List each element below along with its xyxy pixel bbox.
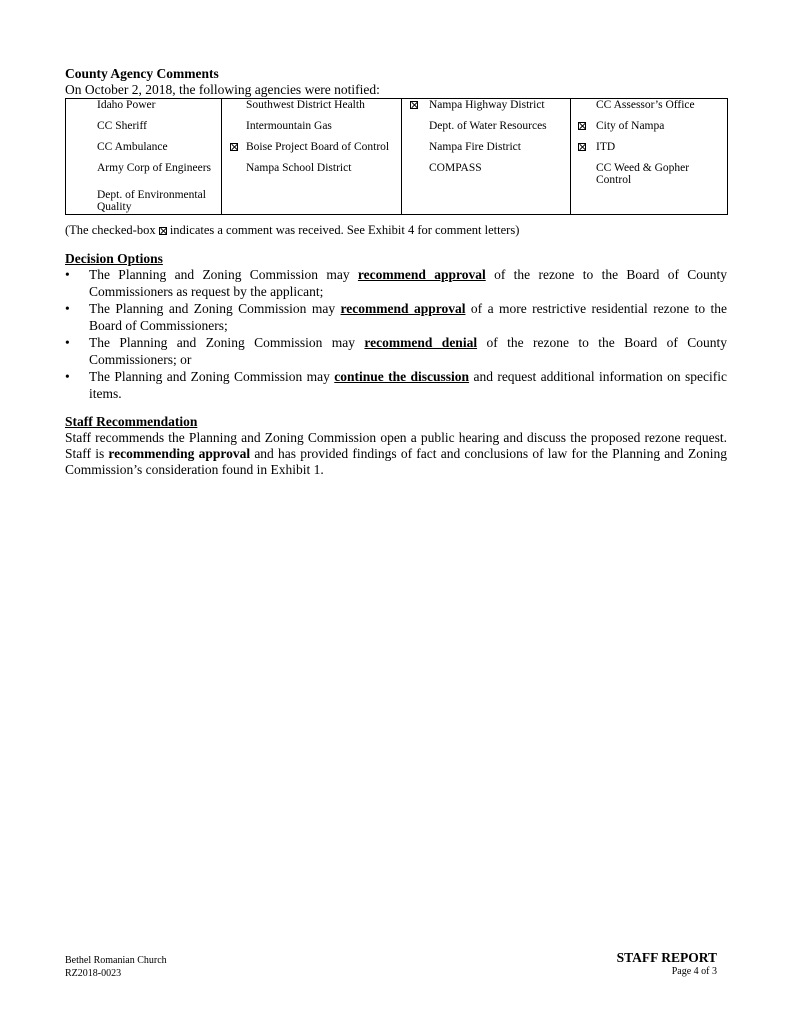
agency-cell bbox=[222, 99, 402, 120]
agency-name: City of Nampa bbox=[596, 119, 665, 132]
note-text-before: (The checked-box bbox=[65, 223, 156, 237]
agency-cell bbox=[66, 120, 222, 141]
agency-row bbox=[66, 141, 728, 162]
checked-box-note bbox=[65, 223, 519, 238]
agency-item bbox=[571, 120, 727, 133]
staff-recommendation-heading: Staff Recommendation bbox=[65, 414, 198, 429]
agency-item bbox=[571, 99, 727, 112]
agency-name: Army Corp of Engineers bbox=[97, 161, 212, 174]
agency-cell bbox=[571, 141, 728, 162]
agency-cell bbox=[66, 189, 222, 215]
agency-cell bbox=[402, 141, 571, 162]
footer-report-title: STAFF REPORT bbox=[616, 950, 717, 965]
agency-row bbox=[66, 120, 728, 141]
notified-intro: On October 2, 2018, the following agencies were notified: bbox=[65, 82, 380, 97]
agency-cell bbox=[222, 162, 402, 189]
decision-option: • The Planning and Zoning Commission may recommend denial of the rezone to the Board of County Commissioners; or bbox=[65, 335, 728, 367]
agency-name: CC Ambulance bbox=[97, 140, 168, 153]
agency-item bbox=[222, 120, 401, 133]
decision-option: • The Planning and Zoning Commission may recommend approval of the rezone to the Board of County Commissioners as request by the applicant; bbox=[65, 267, 728, 299]
agency-cell bbox=[571, 162, 728, 189]
county-agency-heading: County Agency Comments bbox=[65, 66, 219, 81]
footer-project-info bbox=[65, 954, 167, 980]
bullet-icon: • bbox=[65, 369, 70, 384]
agency-cell bbox=[66, 99, 222, 120]
agency-item bbox=[402, 120, 570, 133]
agency-cell bbox=[402, 99, 571, 120]
agency-row bbox=[66, 189, 728, 215]
agency-cell bbox=[402, 189, 571, 215]
agency-name: CC Assessor’s Office bbox=[596, 99, 695, 111]
agency-item bbox=[66, 120, 221, 133]
agency-item bbox=[222, 99, 401, 112]
footer-case-number: RZ2018-0023 bbox=[65, 968, 122, 979]
agency-cell bbox=[571, 99, 728, 120]
agency-name: Dept. of Environmental Quality bbox=[97, 188, 206, 213]
agency-item bbox=[222, 141, 401, 154]
decision-options-list bbox=[65, 267, 727, 403]
checked-box-icon bbox=[159, 227, 167, 235]
agency-cell bbox=[402, 120, 571, 141]
agency-name: Intermountain Gas bbox=[246, 119, 332, 132]
agency-name: ITD bbox=[596, 140, 616, 153]
agency-cell bbox=[571, 189, 728, 215]
agency-name: CC Weed & Gopher Control bbox=[596, 161, 690, 186]
agency-name: CC Sheriff bbox=[97, 119, 147, 132]
agency-cell bbox=[222, 120, 402, 141]
agency-name: Idaho Power bbox=[97, 99, 156, 111]
footer-project-name: Bethel Romanian Church bbox=[65, 955, 167, 966]
decision-option: • The Planning and Zoning Commission may continue the discussion and request additional information on specific items. bbox=[65, 369, 728, 401]
agency-name: Nampa Highway District bbox=[429, 99, 545, 111]
agency-row bbox=[66, 162, 728, 189]
agency-table bbox=[65, 98, 728, 215]
staff-recommendation-text: Staff recommends the Planning and Zoning Commission open a public hearing and discuss the proposed rezone request. Staff is recommending approval and has provided findings of fact and conclusions of law for the Planning and Zoning Commission’s consideration found in Exhibit 1. bbox=[65, 430, 727, 477]
agency-cell bbox=[66, 162, 222, 189]
agency-row bbox=[66, 99, 728, 120]
agency-item bbox=[402, 162, 570, 175]
checked-box-icon bbox=[578, 143, 586, 151]
agency-name: Nampa Fire District bbox=[429, 140, 521, 153]
footer-report-info bbox=[617, 950, 717, 978]
agency-name: COMPASS bbox=[429, 161, 482, 174]
agency-name: Boise Project Board of Control bbox=[246, 140, 390, 153]
agency-item bbox=[66, 162, 221, 175]
bullet-icon: • bbox=[65, 301, 70, 316]
agency-name: Southwest District Health bbox=[246, 99, 365, 111]
agency-name: Dept. of Water Resources bbox=[429, 119, 547, 132]
note-text-after: indicates a comment was received. See Exhibit 4 for comment letters) bbox=[169, 223, 520, 237]
agency-cell bbox=[222, 141, 402, 162]
agency-item bbox=[66, 189, 221, 214]
agency-item bbox=[402, 99, 570, 112]
agency-item bbox=[571, 162, 727, 187]
agency-cell bbox=[222, 189, 402, 215]
footer-page-number: Page 4 of 3 bbox=[671, 966, 717, 977]
agency-item bbox=[402, 141, 570, 154]
agency-item bbox=[66, 141, 221, 154]
bullet-icon: • bbox=[65, 335, 70, 350]
agency-cell bbox=[402, 162, 571, 189]
decision-options-heading: Decision Options bbox=[65, 251, 163, 266]
agency-cell bbox=[571, 120, 728, 141]
agency-item bbox=[571, 141, 727, 154]
decision-option: • The Planning and Zoning Commission may recommend approval of a more restrictive residential rezone to the Board of Commissioners; bbox=[65, 301, 728, 333]
checked-box-icon bbox=[410, 101, 418, 109]
agency-item bbox=[66, 99, 221, 112]
agency-item bbox=[222, 162, 401, 175]
agency-cell bbox=[66, 141, 222, 162]
agency-name: Nampa School District bbox=[246, 161, 352, 174]
bullet-icon: • bbox=[65, 267, 70, 282]
checked-box-icon bbox=[230, 143, 238, 151]
checked-box-icon bbox=[578, 122, 586, 130]
